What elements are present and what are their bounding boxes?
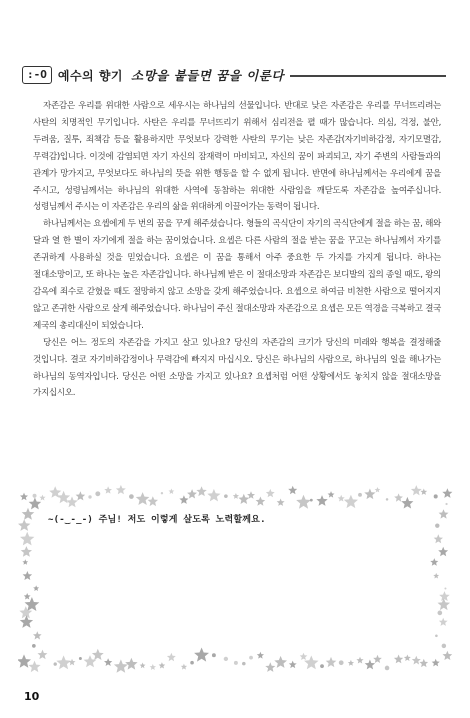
dot-decoration (438, 611, 443, 616)
star-icon (150, 664, 156, 670)
dot-decoration (445, 503, 447, 505)
dot-decoration (129, 494, 134, 499)
star-icon (181, 664, 187, 670)
star-icon (125, 658, 137, 670)
star-icon (401, 497, 413, 509)
star-icon (432, 659, 440, 667)
star-icon (104, 658, 112, 666)
star-icon (375, 487, 381, 492)
star-icon (69, 659, 76, 666)
star-icon (365, 660, 375, 670)
star-icon (296, 495, 311, 509)
star-icon (114, 659, 128, 672)
paragraph-3: 당신은 어느 정도의 자존감을 가지고 살고 있나요? 당신의 자존감의 크기가 당신의 미래와 행복을 결정해줄 것입니다. 결코 자기비하감정이나 무력감에 빠지지 마십시오. 당신은 하나님의 사람으로, 하나님의 일을 해나가는 하나님의 동역자입니다. 당신은 어떤 소망을 가지고 있나요? 요셉처럼 어떤 상황에서도 놓치지 않을 절대소망을 가지십시오. (33, 337, 441, 399)
star-icon (18, 519, 30, 531)
star-icon (338, 495, 345, 502)
dot-decoration (339, 660, 344, 665)
star-icon (84, 655, 97, 667)
star-icon (20, 493, 28, 501)
star-icon (344, 495, 358, 508)
dot-decoration (95, 491, 100, 496)
star-icon (29, 661, 41, 673)
star-icon (33, 631, 42, 639)
header-label-group (22, 66, 290, 84)
dot-decoration (234, 661, 238, 665)
dot-decoration (32, 644, 36, 648)
star-icon (266, 489, 275, 497)
dot-decoration (54, 662, 57, 665)
star-icon (438, 598, 451, 610)
star-icon (373, 655, 382, 663)
star-icon (239, 494, 250, 504)
star-icon (56, 655, 71, 669)
star-icon (438, 547, 448, 556)
star-icon (316, 495, 327, 506)
section-label: 예수의 향기 (57, 68, 124, 83)
dot-decoration (242, 662, 246, 666)
star-icon (187, 489, 197, 498)
dot-decoration (224, 494, 228, 498)
star-icon (442, 488, 452, 498)
star-icon (148, 496, 158, 506)
star-icon (167, 653, 176, 662)
dot-decoration (358, 493, 362, 497)
star-icon (66, 496, 78, 507)
star-icon (394, 493, 403, 501)
star-icon (256, 497, 266, 506)
star-icon (179, 495, 188, 504)
dot-decoration (310, 499, 313, 502)
star-icon (104, 486, 112, 493)
star-icon (22, 508, 35, 520)
dot-decoration (79, 657, 82, 660)
star-icon (364, 489, 375, 500)
star-icon (328, 491, 335, 498)
star-icon (20, 615, 33, 628)
dot-decoration (33, 494, 37, 498)
star-icon (38, 650, 48, 660)
star-icon (265, 662, 275, 672)
dot-decoration (224, 657, 228, 661)
star-icon (300, 653, 308, 660)
star-icon (304, 656, 318, 670)
prayer-text: ~(-‿-_-) 주님! 저도 이렇게 살도록 노력할께요. (48, 515, 266, 525)
dot-decoration (444, 587, 446, 589)
section-header (22, 64, 446, 86)
star-icon (277, 499, 285, 506)
star-icon (23, 571, 32, 580)
star-icon (433, 573, 439, 579)
star-icon (274, 656, 287, 668)
star-icon (21, 546, 32, 557)
star-icon (233, 493, 239, 499)
star-icon (394, 655, 403, 664)
paragraph-1: 자존감은 우리를 위대한 사람으로 세우시는 하나님의 선물입니다. 반대로 낮은 자존감은 우리를 무너뜨리려는 사탄의 치명적인 무기입니다. 사탄은 우리를 무너뜨리기 위해서 심리전을 펼 때가 많습니다. 의심, 걱정, 불안, 두려움, 질투, 죄책감 등을 활용하지만 무엇보다 강력한 사탄의 무기는 낮은 자존감(자기비하감정, 자기모멸감, 무력감)입니다. 이것에 감염되면 자기 자신의 잠재력이 마비되고, 자신의 꿈이 파괴되고, 자기 주변의 사람들과의 관계가 망가지고, 무엇보다도 하나님의 뜻을 위한 행동을 할 수 없게 됩니다. 반면에 하나님께서는 우리에게 꿈을 주시고, 성령님께서는 하나님의 위대한 사역에 동참하는 위대한 사람임을 깨닫도록 자존감을 높여주십니다. 성령님께서 주시는 이 자존감은 우리의 삶을 위대하게 이끌어가는 동력이 됩니다. (33, 101, 441, 213)
star-icon (159, 662, 166, 668)
star-icon (92, 649, 104, 660)
star-icon (439, 509, 449, 518)
dot-decoration (190, 661, 194, 665)
dot-decoration (88, 495, 91, 498)
dot-decoration (435, 523, 439, 527)
star-icon (326, 657, 337, 667)
star-icon (194, 648, 209, 662)
dot-decoration (386, 498, 389, 501)
star-icon (116, 485, 126, 494)
star-icon (18, 654, 31, 667)
star-icon (411, 485, 422, 495)
star-icon (33, 585, 39, 591)
star-icon (22, 559, 28, 564)
dot-decoration (442, 644, 447, 649)
dot-decoration (320, 664, 324, 668)
star-icon (348, 660, 354, 666)
star-icon (443, 651, 453, 660)
dot-decoration (161, 492, 163, 494)
star-icon (288, 486, 297, 495)
emoticon-badge: :-O (22, 66, 52, 84)
paragraph-2: 하나님께서는 요셉에게 두 번의 꿈을 꾸게 해주셨습니다. 형들의 곡식단이 자기의 곡식단에게 절을 하는 꿈, 해와 달과 열 한 별이 자기에게 절을 하는 꿈이었습니다. 요셉은 다른 사람의 절을 받는 꿈을 꾸고는 하나님께서 자기를 존귀하게 사용하실 것을 믿었습니다. 요셉은 이 꿈을 통해서 아주 중요한 두 가지를 가지게 됩니다. 하나는 절대소망이고, 또 하나는 높은 자존감입니다. 하나님께 받은 이 절대소망과 자존감은 보디발의 집의 종일 때도, 왕의 감옥에 죄수로 갇혔을 때도 절망하지 않고 소망을 갖게 해주었습니다. 요셉으로 하여금 비천한 사람으로 떨어지지 않고 존귀한 사람으로 살게 해주었습니다. 하나님이 주신 절대소망과 자존감으로 요셉은 모든 역경을 극복하고 결국 제국의 총리대신이 되었습니다. (33, 219, 441, 331)
article-body (33, 98, 441, 402)
star-icon (20, 532, 34, 546)
star-icon (356, 657, 363, 664)
star-icon (434, 534, 443, 543)
page-title: 소망을 붙들면 꿈을 이룬다 (131, 68, 284, 83)
star-icon (439, 591, 450, 601)
page-number: 10 (24, 690, 40, 703)
dot-decoration (212, 653, 216, 657)
star-icon (420, 489, 427, 495)
dot-decoration (435, 634, 438, 637)
star-icon (136, 492, 150, 505)
star-icon (76, 491, 86, 500)
star-icon (420, 659, 429, 667)
dot-decoration (434, 494, 438, 498)
dot-decoration (249, 656, 253, 660)
star-icon (430, 558, 438, 566)
star-icon (289, 661, 297, 669)
star-icon (29, 497, 42, 509)
star-icon (24, 593, 31, 600)
star-icon (257, 652, 264, 659)
star-icon (169, 489, 175, 495)
star-icon (404, 655, 411, 662)
star-icon (439, 618, 448, 626)
star-icon (140, 663, 146, 669)
prayer-box (18, 484, 454, 674)
star-icon (412, 656, 421, 665)
dot-decoration (385, 666, 390, 671)
star-icon (196, 486, 206, 496)
star-icon (39, 495, 45, 501)
star-icon (207, 489, 220, 502)
